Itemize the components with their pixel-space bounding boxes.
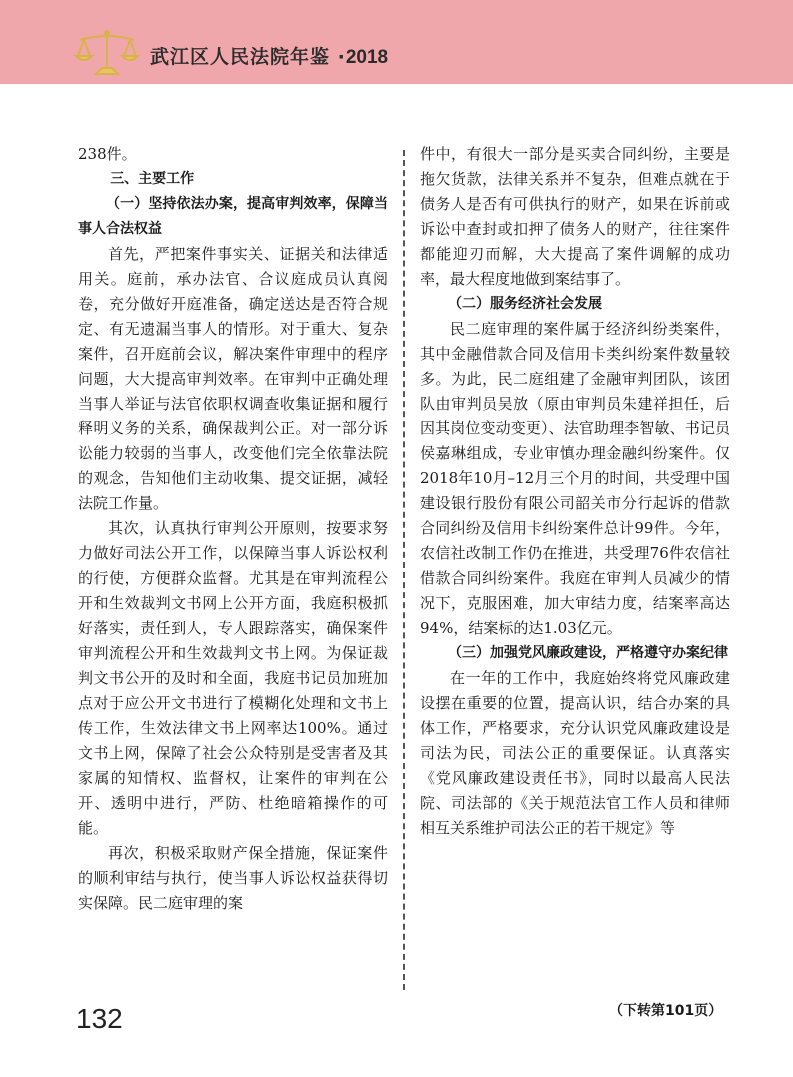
body-text: 238件。 (78, 145, 137, 163)
paragraph: 民二庭审理的案件属于经济纠纷类案件，其中金融借款合同及信用卡类纠纷案件数量较多。为此，民二庭组建了金融审判团队，该团队由审判员吴放（原由审判员朱建祥担任，后因其岗位变动变更）、法官助理李智敏、书记员侯嘉琳组成，专业审慎办理金融纠纷案件。仅2018年10月–12月三个月的时间，共受理中国建设银行股份有限公司韶关市分行起诉的借款合同纠纷及信用卡纠纷案件总计99件。今年，农信社改制工作仍在推进，共受理76件农信社借款合同纠纷案件。我庭在审判人员减少的情况下，克服困难，加大审结力度，结案率高达94%，结案标的达1.03亿元。 (420, 319, 730, 638)
column-divider (403, 150, 405, 990)
paragraph: 其次，认真执行审判公开原则，按要求努力做好司法公开工作，以保障当事人诉讼权利的行使，方便群众监督。尤其是在审判流程公开和生效裁判文书网上公开方面，我庭积极抓好落实，责任到人，专人跟踪落实，确保案件审判流程公开和生效裁判文书上网。为保证裁判文书公开的及时和全面，我庭书记员加班加点对于应公开文书进行了模糊化处理和文书上传工作，生效法律文书上网率达100%。通过文书上网，保障了社会公众特别是受害者及其家属的知情权、监督权，让案件的审判在公开、透明中进行，严防、杜绝暗箱操作的可能。 (78, 519, 388, 837)
subsection-heading: （一）坚持依法办案，提高审判效率，保障当事人合法权益 (78, 195, 388, 237)
body-text: 件中，有很大一部分是买卖合同纠纷，主要是拖欠货款，法律关系并不复杂，但难点就在于债务人是否有可供执行的财产，如果在诉前或诉讼中查封或扣押了债务人的财产，往往案件都能迎刃而解，大大提高了案件调解的成功率，最大程度地做到案结事了。 (420, 145, 730, 288)
continued-note: （下转第101页） (609, 1003, 723, 1019)
section-heading: 三、主要工作 (110, 170, 195, 187)
paragraph: 在一年的工作中，我庭始终将党风廉政建设摆在重要的位置，提高认识，结合办案的具体工作，严格要求，充分认识党风廉政建设是司法为民，司法公正的重要保证。认真落实《党风廉政建设责任书》，同时以最高人民法院、司法部的《关于规范法官工作人员和律师相互关系维护司法公正的若干规定》等 (420, 669, 730, 837)
paragraph: 首先，严把案件事实关、证据关和法律适用关。庭前，承办法官、合议庭成员认真阅卷，充分做好开庭准备，确定送达是否符合规定、有无遗漏当事人的情形。对于重大、复杂案件，召开庭前会议，解决案件审理中的程序问题，大大提高审判效率。在审判中正确处理当事人举证与法官依职权调查收集证据和履行释明义务的关系，确保裁判公正。对一部分诉讼能力较弱的当事人，改变他们完全依靠法院的观念，告知他们主动收集、提交证据，减轻法院工作量。 (78, 244, 388, 513)
right-column (420, 142, 730, 841)
page-number: 132 (76, 1003, 123, 1034)
left-column (78, 142, 388, 916)
yearbook-title: 武江区人民法院年鉴 ·2018 (150, 46, 389, 68)
page-header (0, 0, 793, 84)
subsection-heading: （二）服务经济社会发展 (448, 295, 602, 312)
subsection-heading: （三）加强党风廉政建设，严格遵守办案纪律 (448, 645, 728, 662)
paragraph: 再次，积极采取财产保全措施，保证案件的顺利审结与执行，使当事人诉讼权益获得切实保障。民二庭审理的案 (78, 843, 388, 912)
scales-of-justice-icon (72, 28, 142, 78)
